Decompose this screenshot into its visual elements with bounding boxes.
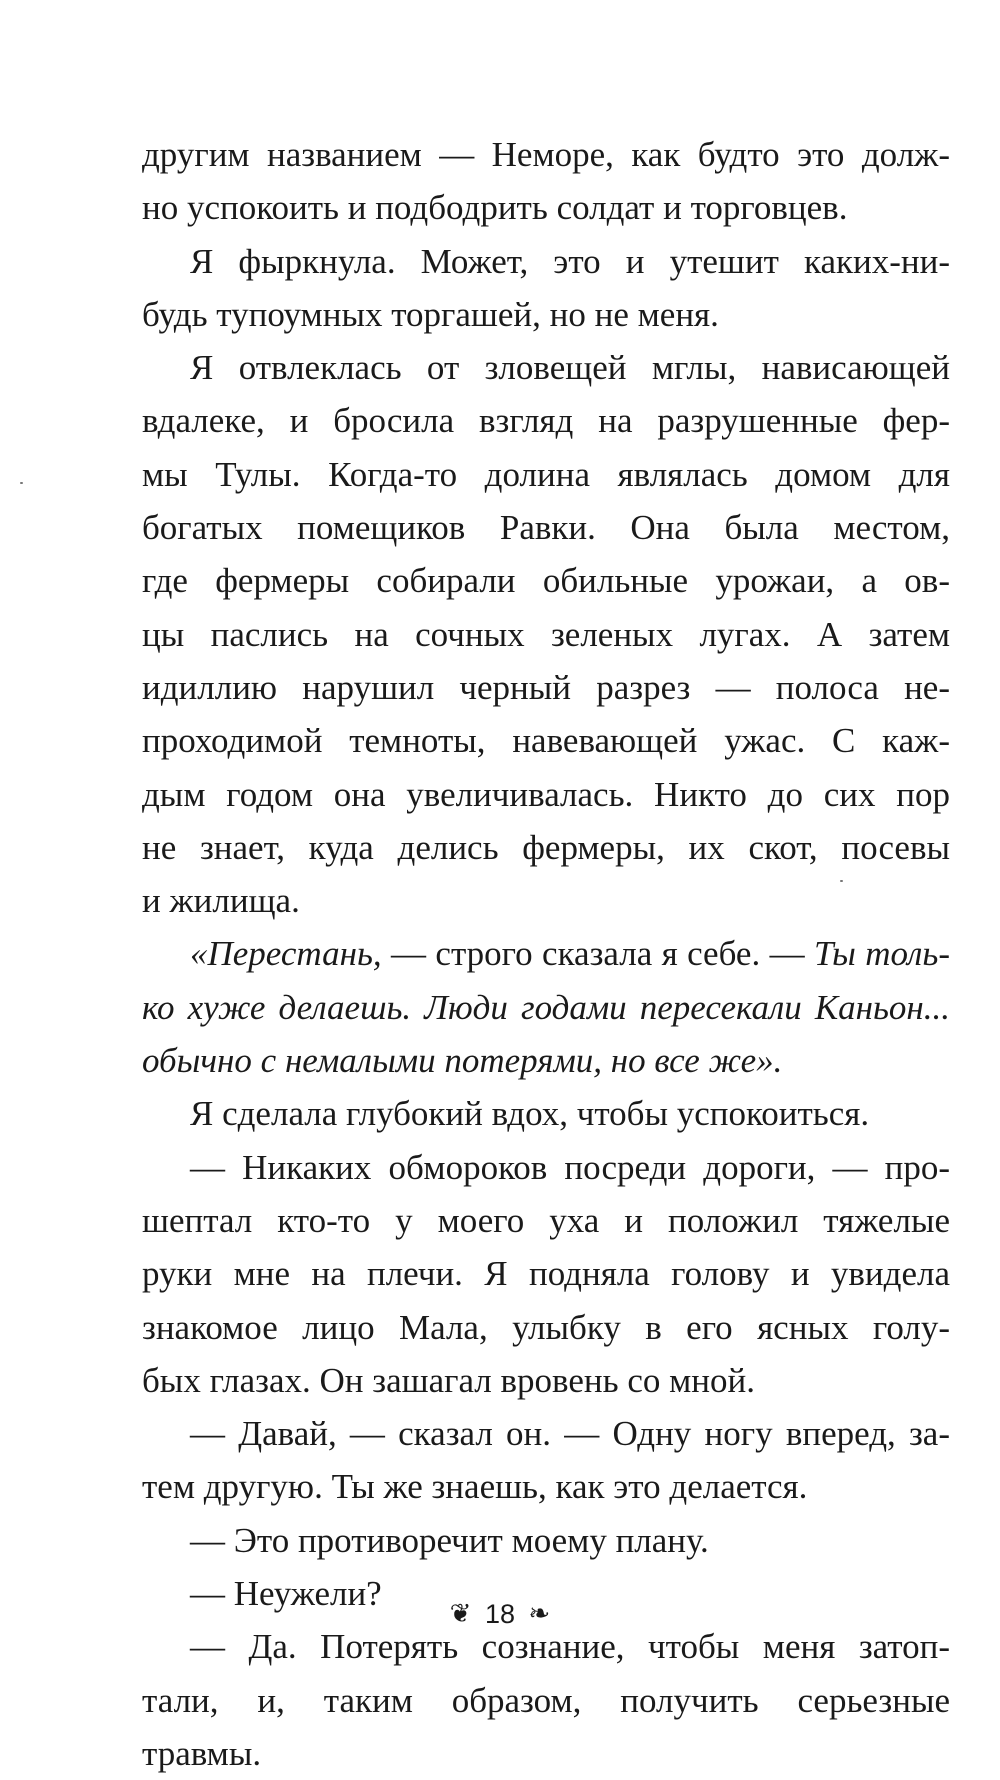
text-line: травмы.: [142, 1733, 262, 1773]
left-ornament-icon: ❦: [449, 1598, 472, 1629]
text-line: руки мне на плечи. Я подняла голову и увидела: [142, 1254, 950, 1294]
text-line: где фермеры собирали обильные урожаи, а ов-: [142, 561, 950, 601]
text-line: богатых помещиков Равки. Она была местом,: [142, 508, 950, 548]
text-line: — Никаких обмороков посреди дороги, — про-: [190, 1147, 950, 1187]
text-line-italic: обычно с немалыми потерями, но все же».: [142, 1041, 783, 1081]
text-line: мы Тулы. Когда-то долина являлась домом для: [142, 454, 950, 494]
text-line: идиллию нарушил черный разрез — полоса не-: [142, 667, 950, 707]
text-line: будь тупоумных торгашей, но не меня.: [142, 294, 719, 334]
text-line: цы паслись на сочных зеленых лугах. А затем: [142, 614, 950, 654]
text-line: дым годом она увеличивалась. Никто до сих пор: [142, 774, 950, 814]
text-line: и жилища.: [142, 881, 300, 921]
scan-speck: [20, 482, 23, 484]
text-line: другим названием — Неморе, как будто это долж-: [142, 135, 950, 174]
text-line: — Неужели?: [190, 1574, 382, 1614]
text-line: Я фыркнула. Может, это и утешит каких-ни-: [190, 241, 950, 281]
italic-text: «Перестань,: [190, 934, 382, 974]
text-line: тали, и, таким образом, получить серьезные: [142, 1680, 950, 1720]
text-line: проходимой темноты, навевающей ужас. С каж-: [142, 721, 950, 761]
text-line: знакомое лицо Мала, улыбку в его ясных голу-: [142, 1307, 950, 1347]
text-line: бых глазах. Он зашагал вровень со мной.: [142, 1360, 755, 1400]
text-line: но успокоить и подбодрить солдат и торговцев.: [142, 188, 848, 228]
text-line: Я сделала глубокий вдох, чтобы успокоиться.: [190, 1094, 870, 1134]
text-line: не знает, куда делись фермеры, их скот, посевы: [142, 827, 950, 867]
right-ornament-icon: ❧: [528, 1598, 551, 1629]
text-line-mixed: [142, 927, 950, 980]
text-line: — Это противоречит моему плану.: [190, 1520, 709, 1560]
text-line: Я отвлеклась от зловещей мглы, нависающей: [190, 348, 950, 388]
text-line: вдалеке, и бросила взгляд на разрушенные фер-: [142, 401, 950, 441]
body-text: [142, 128, 950, 1780]
text-line-italic: ко хуже делаешь. Люди годами пересекали Каньон...: [142, 987, 950, 1027]
text-line: — Давай, — сказал он. — Одну ногу вперед, за-: [190, 1414, 950, 1454]
page-footer: [0, 1592, 1000, 1634]
scan-speck: [840, 880, 843, 882]
text-line: тем другую. Ты же знаешь, как это делается.: [142, 1467, 808, 1507]
italic-text: Ты толь-: [813, 934, 950, 974]
text-line: шептал кто-то у моего уха и положил тяжелые: [142, 1200, 950, 1240]
text-line: — Да. Потерять сознание, чтобы меня затоп-: [190, 1627, 950, 1667]
page-number: 18: [484, 1598, 516, 1629]
roman-text: — строго сказала я себе. —: [381, 934, 814, 974]
